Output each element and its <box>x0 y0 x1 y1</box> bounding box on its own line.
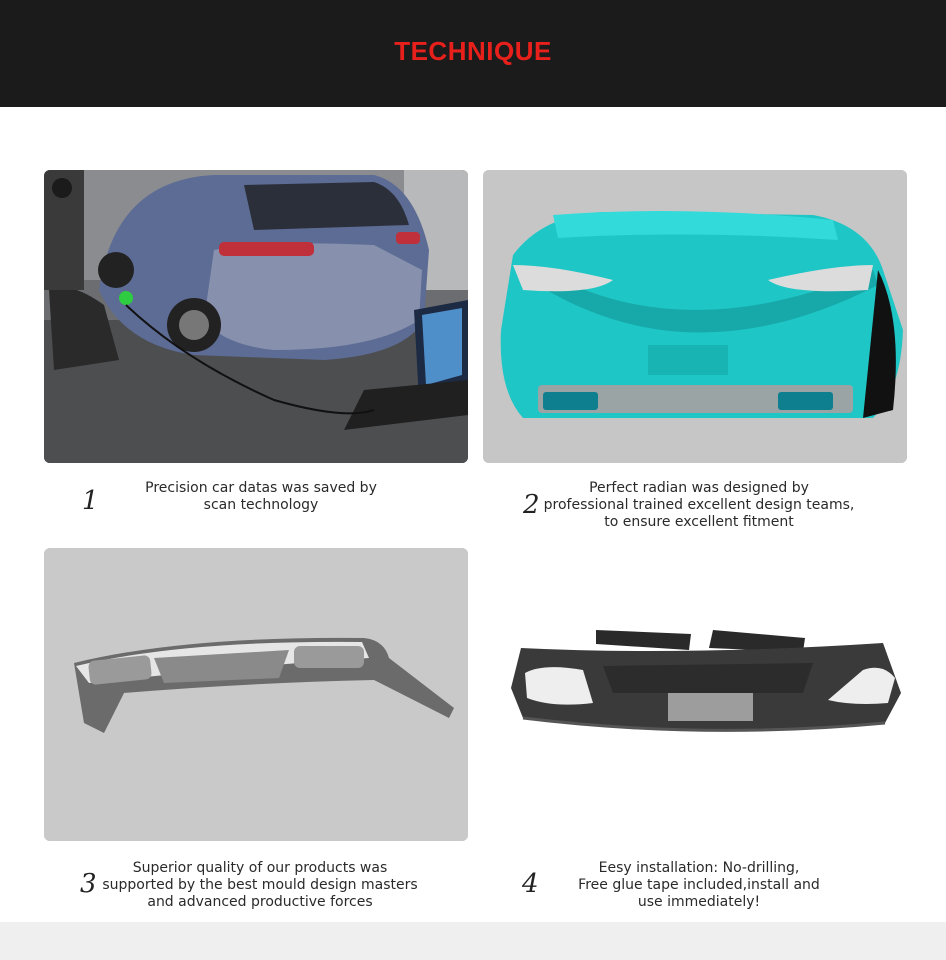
caption-line: professional trained excellent design teams, <box>543 497 855 513</box>
caption-line: supported by the best mould design masters <box>102 877 418 893</box>
step-3-caption <box>98 860 422 911</box>
footer-band <box>0 922 946 960</box>
step-3-image <box>44 548 468 841</box>
caption-line: Superior quality of our products was <box>132 860 388 876</box>
step-4-caption <box>560 860 838 911</box>
step-2-caption <box>540 480 858 531</box>
caption-line: and advanced productive forces <box>147 894 373 910</box>
step-2-image <box>483 170 907 463</box>
step-2-number: 2 <box>523 490 540 520</box>
caption-line: Precision car datas was saved by <box>145 480 377 496</box>
caption-line: Eesy installation: No-drilling, <box>598 860 800 876</box>
step-4-number: 4 <box>522 869 539 899</box>
step-3-number: 3 <box>80 869 97 899</box>
page-title: TECHNIQUE <box>394 36 552 66</box>
step-1-caption <box>106 480 416 514</box>
step-4-image <box>483 548 907 841</box>
header-bar <box>0 0 946 107</box>
step-1-image <box>44 170 468 463</box>
caption-line: scan technology <box>203 497 319 513</box>
step-1-number: 1 <box>82 486 99 516</box>
caption-line: Perfect radian was designed by <box>589 480 809 496</box>
caption-line: to ensure excellent fitment <box>604 514 794 530</box>
caption-line: Free glue tape included,install and <box>578 877 820 893</box>
caption-line: use immediately! <box>637 894 761 910</box>
